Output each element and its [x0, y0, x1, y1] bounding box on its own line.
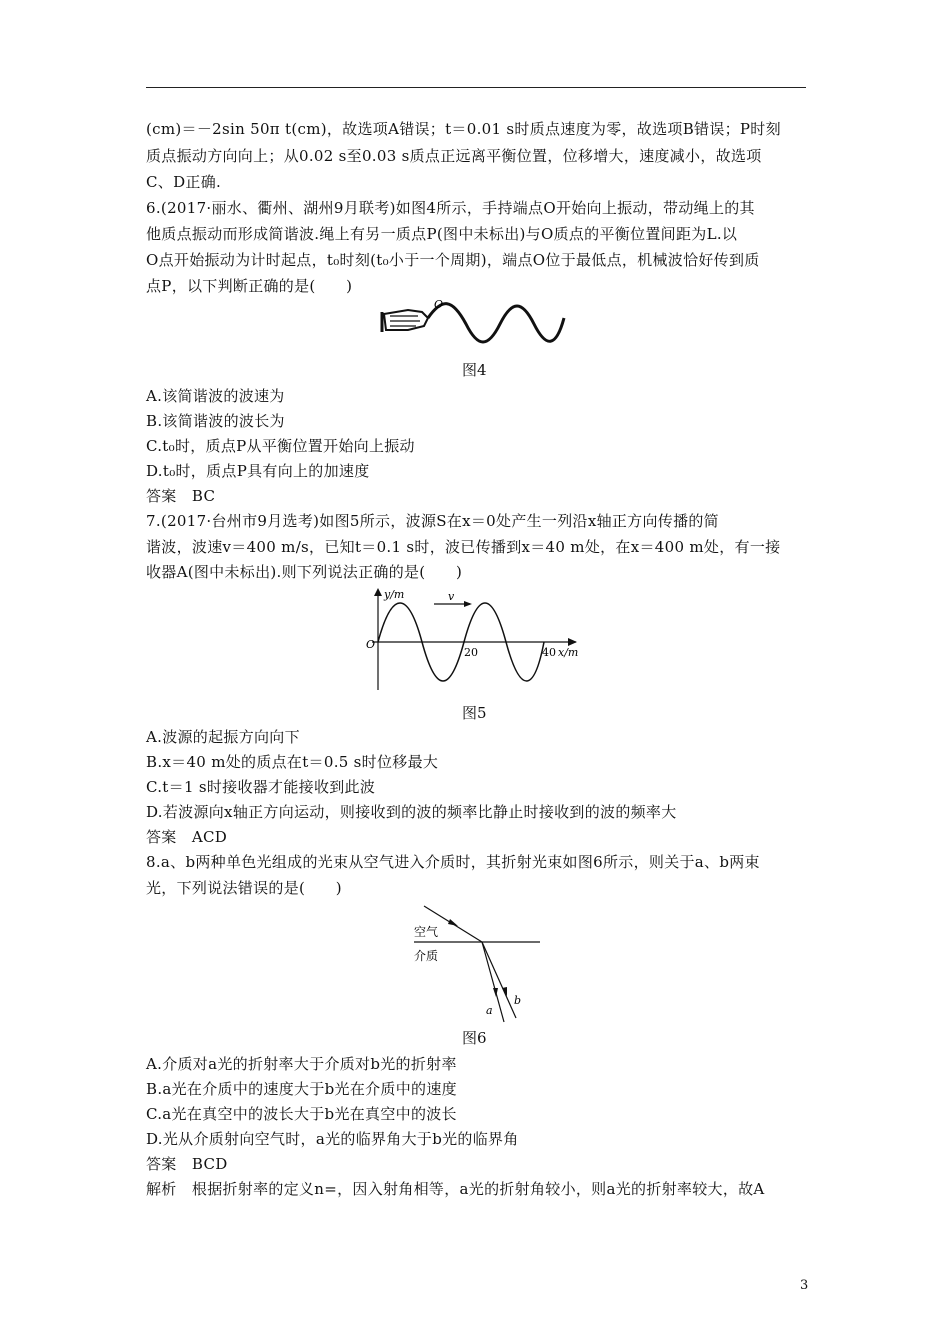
fig4-label-o: O — [434, 298, 444, 311]
text-line: O点开始振动为计时起点，t₀时刻(t₀小于一个周期)，端点O位于最低点，机械波恰好传到质 — [146, 251, 760, 269]
fig5-x-label: x/m — [558, 646, 579, 659]
option-6c: C.t₀时，质点P从平衡位置开始向上振动 — [146, 437, 415, 455]
answer-8: 答案 BCD — [146, 1155, 228, 1173]
question-6: 6.(2017·丽水、衢州、湖州9月联考)如图4所示，手持端点O开始向上振动，带动绳上的其 — [146, 199, 755, 217]
text-line: 点P，以下判断正确的是( ) — [146, 277, 353, 295]
text-line: 收器A(图中未标出).则下列说法正确的是( ) — [146, 563, 463, 581]
fig5-v-label: v — [448, 590, 455, 603]
question-7: 7.(2017·台州市9月选考)如图5所示，波源S在x＝0处产生一列沿x轴正方向传播的简 — [146, 512, 719, 530]
figure-5-caption: 图5 — [462, 704, 487, 722]
fig5-origin: O — [366, 638, 376, 651]
option-7d: D.若波源向x轴正方向运动，则接收到的波的频率比静止时接收到的波的频率大 — [146, 803, 677, 821]
fig6-ray-b: b — [514, 994, 522, 1007]
option-6a: A.该简谐波的波速为 — [146, 387, 285, 405]
figure-5 — [362, 586, 612, 696]
figure-6 — [410, 902, 550, 1027]
option-6d: D.t₀时，质点P具有向上的加速度 — [146, 462, 370, 480]
text-line: 谐波，波速v＝400 m/s，已知t＝0.1 s时，波已传播到x＝40 m处，在x＝400 m处，有一接 — [146, 538, 781, 556]
fig5-y-label: y/m — [384, 588, 405, 601]
page-number: 3 — [800, 1278, 809, 1293]
figure-4 — [378, 296, 568, 356]
hand-icon — [382, 310, 428, 332]
option-6b: B.该简谐波的波长为 — [146, 412, 285, 430]
fig6-ray-a: a — [486, 1004, 493, 1017]
fig5-tick-20: 20 — [464, 646, 478, 659]
text-line: 质点振动方向向上；从0.02 s至0.03 s质点正远离平衡位置，位移增大，速度减小，故选项 — [146, 147, 762, 165]
answer-7: 答案 ACD — [146, 828, 228, 846]
question-8: 8.a、b两种单色光组成的光束从空气进入介质时，其折射光束如图6所示，则关于a、b两束 — [146, 853, 760, 871]
figure-6-caption: 图6 — [462, 1029, 487, 1047]
fig6-medium-label: 介质 — [414, 949, 439, 963]
header-rule — [146, 87, 806, 88]
figure-4-caption: 图4 — [462, 361, 487, 379]
text-line: C、D正确. — [146, 173, 222, 191]
text-line: 光，下列说法错误的是( ) — [146, 879, 342, 897]
option-7c: C.t＝1 s时接收器才能接收到此波 — [146, 778, 376, 796]
option-8d: D.光从介质射向空气时，a光的临界角大于b光的临界角 — [146, 1130, 519, 1148]
fig6-air-label: 空气 — [414, 925, 439, 939]
text-line: 他质点振动而形成简谐波.绳上有另一质点P(图中未标出)与O质点的平衡位置间距为L.以 — [146, 225, 738, 243]
option-8a: A.介质对a光的折射率大于介质对b光的折射率 — [146, 1055, 457, 1073]
answer-6: 答案 BC — [146, 487, 216, 505]
option-8b: B.a光在介质中的速度大于b光在介质中的速度 — [146, 1080, 457, 1098]
analysis-8: 解析 根据折射率的定义n=，因入射角相等，a光的折射角较小，则a光的折射率较大，故A — [146, 1180, 765, 1198]
fig5-tick-40: 40 — [542, 646, 556, 659]
option-8c: C.a光在真空中的波长大于b光在真空中的波长 — [146, 1105, 457, 1123]
option-7b: B.x＝40 m处的质点在t＝0.5 s时位移最大 — [146, 753, 439, 771]
text-line: (cm)＝－2sin 50π t(cm)，故选项A错误；t＝0.01 s时质点速度为零，故选项B错误；P时刻 — [146, 120, 781, 138]
option-7a: A.波源的起振方向向下 — [146, 728, 300, 746]
